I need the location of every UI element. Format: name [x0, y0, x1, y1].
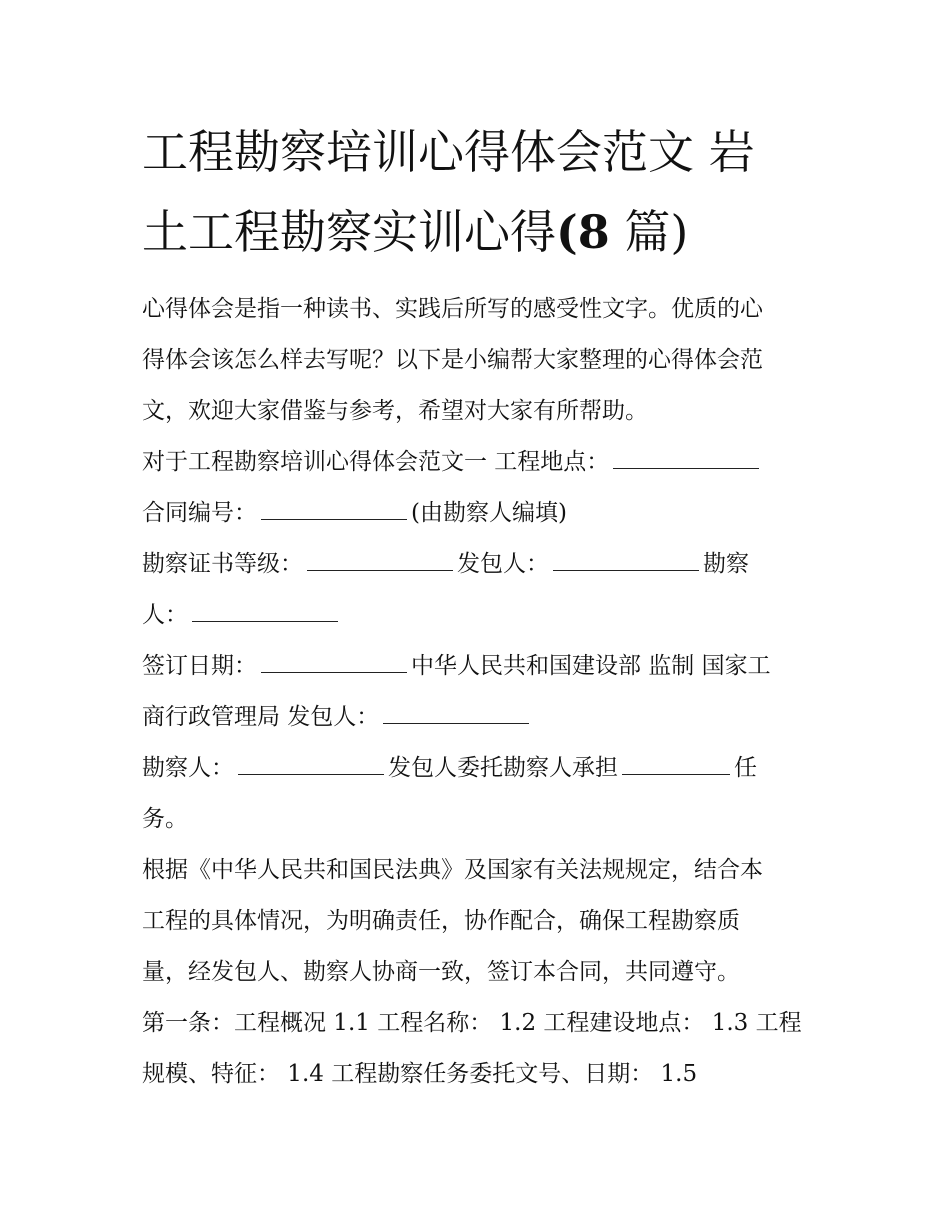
surveyor-label-2: 勘察人： [142, 755, 234, 781]
body-line-5: 规模、特征： 1.4 工程勘察任务委托文号、日期： 1.5 [142, 1061, 698, 1087]
surveyor-blank [192, 599, 338, 622]
title-line-2 [142, 192, 817, 272]
client-label: 发包人： [457, 551, 549, 577]
form-line-client [142, 692, 817, 743]
body-line-1: 根据《中华人民共和国民法典》及国家有关法规规定，结合本 [142, 857, 763, 883]
supervision-text: 中华人民共和国建设部 监制 国家工 [411, 653, 771, 679]
client-blank-2 [383, 701, 529, 724]
form-line-sign-date [142, 641, 817, 692]
surveyor-blank-2 [238, 752, 384, 775]
title-line-2-bold: (8 [556, 205, 610, 259]
title-line-2-prefix: 土工程勘察实训心得 [142, 205, 556, 259]
intro-line-3: 文，欢迎大家借鉴与参考，希望对大家有所帮助。 [142, 398, 648, 424]
client-label-2: 商行政管理局 发包人： [142, 704, 380, 730]
document-title [142, 112, 817, 272]
body-line-4: 第一条：工程概况 1.1 工程名称： 1.2 工程建设地点： 1.3 工程 [142, 1010, 802, 1036]
body-line-3: 量，经发包人、勘察人协商一致，签订本合同，共同遵守。 [142, 959, 740, 985]
certificate-grade-label: 勘察证书等级： [142, 551, 303, 577]
form-line-commission [142, 743, 817, 794]
task-text-start: 任 [734, 755, 757, 781]
commission-text: 发包人委托勘察人承担 [388, 755, 618, 781]
intro-line-2: 得体会该怎么样去写呢？以下是小编帮大家整理的心得体会范 [142, 347, 763, 373]
form-line-project-location [142, 437, 817, 488]
sign-date-label: 签订日期： [142, 653, 257, 679]
project-location-blank [613, 446, 759, 469]
form-line-surveyor [142, 590, 817, 641]
sign-date-blank [261, 650, 407, 673]
form-line-task-end: 务。 [142, 806, 188, 832]
body-line-2: 工程的具体情况，为明确责任，协作配合，确保工程勘察质 [142, 908, 740, 934]
contract-number-blank [261, 497, 407, 520]
document-page [142, 112, 817, 1100]
certificate-grade-blank [307, 548, 453, 571]
task-blank [622, 752, 730, 775]
document-body [142, 284, 817, 1100]
title-line-1: 工程勘察培训心得体会范文 岩 [142, 125, 755, 179]
project-location-label: 对于工程勘察培训心得体会范文一 工程地点： [142, 449, 610, 475]
surveyor-label-end: 人： [142, 602, 188, 628]
form-line-certificate-grade [142, 539, 817, 590]
form-line-contract-number [142, 488, 817, 539]
intro-line-1: 心得体会是指一种读书、实践后所写的感受性文字。优质的心 [142, 296, 763, 322]
contract-number-note: (由勘察人编填) [411, 500, 567, 526]
client-blank [553, 548, 699, 571]
contract-number-label: 合同编号： [142, 500, 257, 526]
title-line-2-suffix: 篇) [609, 205, 689, 259]
surveyor-label-start: 勘察 [703, 551, 749, 577]
